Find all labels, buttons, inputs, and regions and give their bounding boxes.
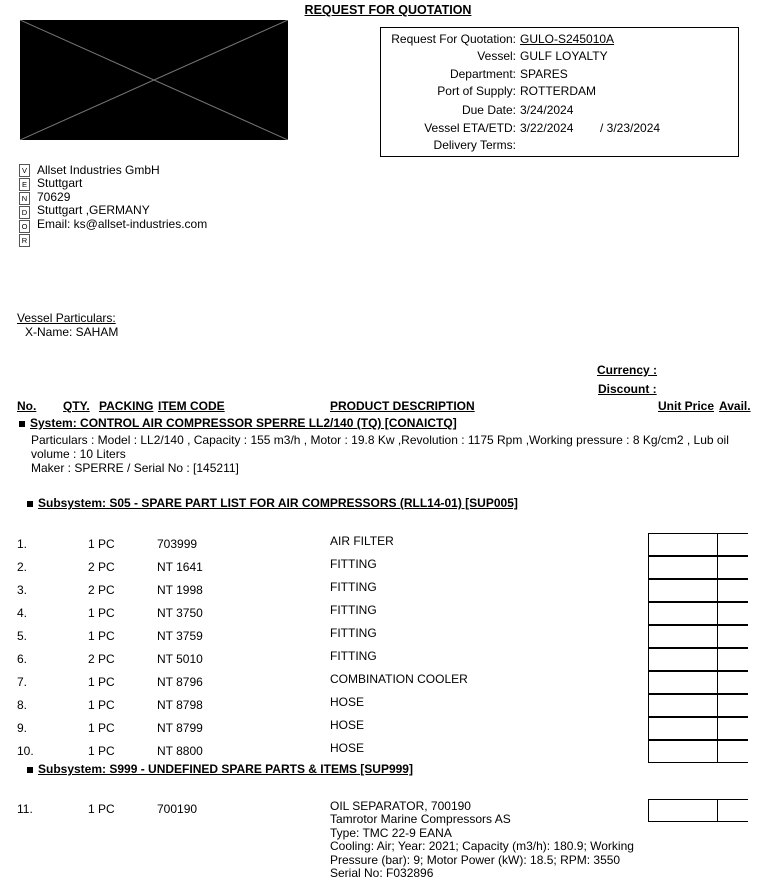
vendor-name: Allset Industries GmbH (37, 163, 160, 177)
item-qty: 2 PC (88, 560, 115, 574)
col-packing: PACKING (99, 399, 154, 413)
item-code: 703999 (157, 537, 198, 551)
system-heading (19, 416, 457, 430)
item-no: 1. (17, 537, 28, 551)
item-desc: FITTING (330, 649, 377, 663)
item-code: NT 3750 (157, 606, 203, 620)
unit-price-input[interactable] (648, 648, 717, 671)
item-desc: FITTING (330, 603, 377, 617)
avail-input[interactable] (717, 625, 748, 648)
particulars-line2: volume : 10 Liters (31, 447, 126, 461)
item-desc: FITTING (330, 557, 377, 571)
vendor-tag-letter: E (19, 178, 30, 191)
item-desc: FITTING (330, 580, 377, 594)
department-value: SPARES (520, 67, 568, 81)
unit-price-input[interactable] (648, 625, 717, 648)
due-date-label: Due Date: (461, 103, 516, 117)
currency-label: Currency : (597, 363, 658, 377)
item11-desc-line: OIL SEPARATOR, 700190 (330, 799, 471, 813)
item-code: NT 5010 (157, 652, 203, 666)
discount-label: Discount : (598, 382, 657, 396)
item-desc: COMBINATION COOLER (330, 672, 468, 686)
item-qty: 1 PC (88, 629, 115, 643)
vendor-address (37, 164, 207, 231)
item-desc: HOSE (330, 695, 365, 709)
item-qty: 1 PC (88, 606, 115, 620)
unit-price-input[interactable] (648, 533, 717, 556)
bullet-icon (27, 767, 33, 773)
unit-price-input[interactable] (648, 602, 717, 625)
avail-input[interactable] (717, 602, 748, 625)
vendor-tag-letter: R (19, 234, 30, 247)
item11-desc-line: Serial No: F032896 (330, 866, 434, 881)
item-desc: AIR FILTER (330, 534, 394, 548)
item11-code: 700190 (157, 802, 198, 816)
delivery-terms-label: Delivery Terms: (433, 138, 516, 152)
col-description: PRODUCT DESCRIPTION (330, 399, 475, 413)
vessel-particulars-heading: Vessel Particulars: (17, 311, 116, 325)
item-qty: 1 PC (88, 744, 115, 758)
item-desc: FITTING (330, 626, 377, 640)
avail-input[interactable] (717, 799, 748, 822)
rfq-info-box (380, 27, 739, 157)
item-desc: HOSE (330, 718, 365, 732)
vendor-country: Stuttgart ,GERMANY (37, 203, 150, 218)
unit-price-input[interactable] (648, 717, 717, 740)
unit-price-input[interactable] (648, 579, 717, 602)
col-unit-price: Unit Price (658, 399, 715, 413)
avail-input[interactable] (717, 671, 748, 694)
item-qty: 1 PC (88, 721, 115, 735)
unit-price-input[interactable] (648, 694, 717, 717)
rfq-number: GULO-S245010A (520, 32, 615, 46)
item-no: 2. (17, 560, 28, 574)
document-title: REQUEST FOR QUOTATION (304, 3, 472, 17)
eta-etd-label: Vessel ETA/ETD: (424, 121, 516, 135)
subsystem1-title: Subsystem: S05 - SPARE PART LIST FOR AIR COMPRESSORS (RLL14-01) [SUP005] (38, 496, 518, 510)
rfq-label: Request For Quotation: (391, 32, 516, 46)
vendor-tag (19, 164, 30, 248)
item-no: 10. (17, 744, 34, 758)
item-code: NT 1998 (157, 583, 203, 597)
bullet-icon (27, 501, 33, 507)
etd-value: / 3/23/2024 (600, 121, 661, 135)
item11-desc-line: Cooling: Air; Year: 2021; Capacity (m3/h): 180.9; Working (330, 839, 634, 854)
avail-input[interactable] (717, 740, 748, 763)
avail-input[interactable] (717, 579, 748, 602)
item-code: NT 8796 (157, 675, 203, 689)
item11-desc (330, 800, 634, 880)
vendor-tag-letter: N (19, 192, 30, 205)
item-no: 8. (17, 698, 28, 712)
col-item-code: ITEM CODE (158, 399, 225, 413)
item11-qty: 1 PC (88, 802, 115, 816)
avail-input[interactable] (717, 533, 748, 556)
avail-input[interactable] (717, 694, 748, 717)
vendor-postcode: 70629 (37, 189, 71, 204)
eta-value: 3/22/2024 (520, 121, 574, 135)
vendor-tag-letter: O (19, 220, 30, 233)
avail-input[interactable] (717, 717, 748, 740)
unit-price-input[interactable] (648, 740, 717, 763)
bullet-icon (19, 421, 25, 427)
unit-price-input[interactable] (648, 799, 717, 822)
item-no: 4. (17, 606, 28, 620)
item-desc: HOSE (330, 741, 365, 755)
vendor-email: Email: ks@allset-industries.com (37, 216, 208, 231)
unit-price-input[interactable] (648, 556, 717, 579)
company-logo-placeholder (20, 20, 288, 140)
item-code: NT 8799 (157, 721, 203, 735)
item11-no: 11. (17, 802, 33, 816)
unit-price-input[interactable] (648, 671, 717, 694)
item-qty: 2 PC (88, 583, 115, 597)
subsystem2-heading (27, 762, 413, 776)
avail-input[interactable] (717, 648, 748, 671)
port-label: Port of Supply: (437, 84, 516, 98)
vendor-tag-letter: D (19, 206, 30, 219)
item-no: 3. (17, 583, 28, 597)
system-maker: Maker : SPERRE / Serial No : [145211] (31, 461, 239, 475)
vessel-value: GULF LOYALTY (520, 49, 608, 63)
col-avail: Avail. (719, 399, 751, 413)
vendor-city: Stuttgart (37, 176, 83, 191)
item11-desc-line: Tamrotor Marine Compressors AS (330, 812, 511, 827)
item-code: NT 8800 (157, 744, 203, 758)
item-qty: 1 PC (88, 537, 115, 551)
item-no: 7. (17, 675, 28, 689)
item-qty: 1 PC (88, 675, 115, 689)
item11-desc-line: Type: TMC 22-9 EANA (330, 825, 452, 840)
item-no: 6. (17, 652, 28, 666)
item-code: NT 3759 (157, 629, 203, 643)
particulars-line1: Particulars : Model : LL2/140 , Capacity : 155 m3/h , Motor : 19.8 Kw ,Revolution : 1175 Rpm ,Working pressure : 8 Kg/cm2 , Lub oil (31, 433, 729, 447)
item-no: 5. (17, 629, 28, 643)
item-qty: 2 PC (88, 652, 115, 666)
department-label: Department: (449, 67, 516, 81)
system-title: System: CONTROL AIR COMPRESSOR SPERRE LL2/140 (TQ) [CONAICTQ] (30, 416, 457, 430)
vessel-xname: X-Name: SAHAM (25, 325, 119, 339)
vessel-label: Vessel: (477, 49, 516, 63)
item-code: NT 1641 (157, 560, 203, 574)
item-code: NT 8798 (157, 698, 203, 712)
port-value: ROTTERDAM (520, 84, 596, 98)
col-no: No. (17, 399, 37, 413)
item-no: 9. (17, 721, 28, 735)
subsystem2-title: Subsystem: S999 - UNDEFINED SPARE PARTS & ITEMS [SUP999] (38, 762, 413, 776)
col-qty: QTY. (63, 399, 90, 413)
subsystem1-heading (27, 496, 518, 510)
item-qty: 1 PC (88, 698, 115, 712)
due-date-value: 3/24/2024 (520, 103, 574, 117)
system-particulars (31, 433, 729, 475)
item11-desc-line: Pressure (bar): 9; Motor Power (kW): 18.5; RPM: 3550 (330, 852, 621, 867)
avail-input[interactable] (717, 556, 748, 579)
vendor-tag-letter: V (19, 164, 30, 177)
